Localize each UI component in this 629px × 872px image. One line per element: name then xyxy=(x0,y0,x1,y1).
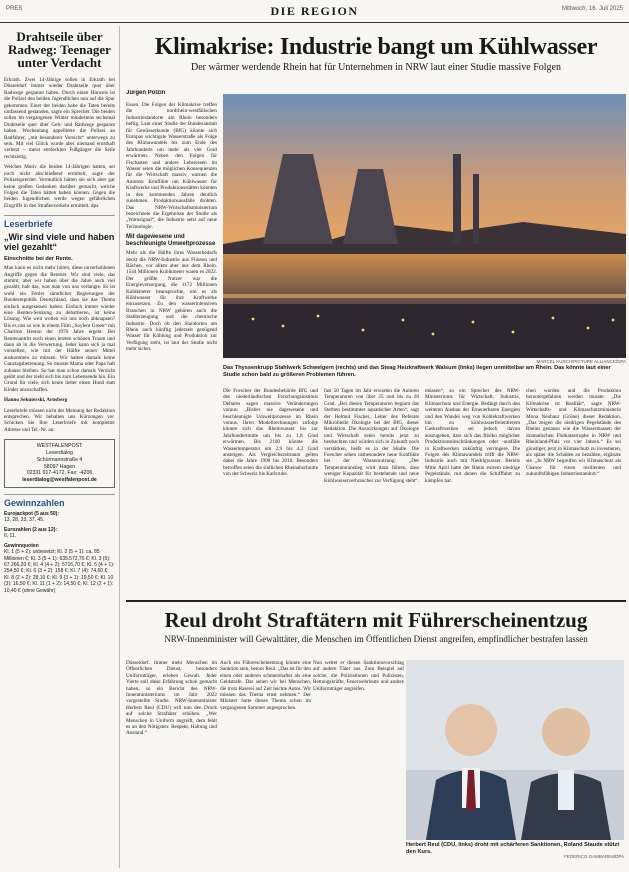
article-text: Mehr als die Hälfte ihres Wasserbedarfs deckt die NRW-Industrie aus Flüssen und Bächen, vor allem aber aus dem Rhein. 1544 Millionen Kubikmeter waren es 2022. Der größte Nutzer war die Energieversorgung, die 1172 Millionen Kubikmeter beanspruchte, um es als Kühlwasser für ihre Kraftwerke einzusetzen. Zu den wasserintensiven Branchen in NRW gehören auch die Stahlerzeugung und die chemische Industrie. Doch ob den Standorten am Rhein auch künftig jederzeit genügend Wasser für Kühlung und Produktion zur Verfügung steht, ist laut der Studie nicht mehr sicher. xyxy=(126,250,217,353)
letter-body: Man kann es nicht mehr hören, diese unverhohlenen Angriffe gegen die Rentner. Wir sind viele, das stimmt, aber wir haben über die Jahre auch viel gezahlt, halt das, was man von uns verlangte. Es ist wohl ein Fehler sämtlicher Regierungen der Bundesrepublik Deutschland, dass sie das Thema einfach ausgesessen haben. Einfach immer wieder eine Renten-Senkung zu debattieren, ist keine Lösung. Wie weit wollen wir uns noch abknapsen? Bis es uns so wie in einem Film „Soylent Green“ mit Charlton Heston der 1970 Jahre ergeht: Bei Rentenantritt noch einen letzten schönen Traum und dann ab in die Verwertung. Jeder kann sich ja mal vorstellen, wie mit der Hälfte seiner Mittel auskommen zu müssen. Wir hatten damals keine Ganztagsbetreuung. So musste Mama oder Papa halt zuhause bleiben. So hat man schon damals Verzicht geübt und der zieht sich bis zum Lebensende hin. Ein Grund für viele, sich heute lieber einen Hund statt Kinder anzuschaffen. xyxy=(4,265,115,393)
sidebar xyxy=(4,26,120,868)
article-column xyxy=(526,388,621,596)
photo2-caption: Herbert Reul (CDU, links) droht mit schärferen Sanktionen, Roland Staude stützt den Kurs. xyxy=(406,842,620,855)
letter-author: Hanno Sekuterski, Arnsberg xyxy=(4,397,68,404)
letters-rubric: Leserbriefe xyxy=(4,215,115,229)
article-text: Die Forscher der Bundesbehörde BfG und des niederländischen Forschungsinstituts Deltares sagen massive Veränderungen voraus: „Bisher nie dagewesene und beschleunigte Umweltprozesse im Rhein voraus. Ihren Modellrechnungen zufolge könnte sich das Rheinwasser bis zur Jahrhundertmitte um bis zu 1,8 Grad erwärmen. Bis 2100 könnte die Wassertemperatur um 2,9 bis 4,2 Grad ansteigen. Als Vergleichszeitraum gelten dabei die Jahre 1990 bis 2010. Besonders betroffen seien die südlichen Rheinabschnitte von der Schweiz bis Karlsruhe. xyxy=(223,388,318,478)
sidebar-headline: Drahtseile über Radweg: Teenager unter Verdacht xyxy=(8,29,111,70)
politicians-photo xyxy=(406,660,624,840)
contact-box xyxy=(4,439,115,488)
article-text: chen wurden und die Produktion heruntergefahren werden musste. „Die Klimakrise ist Realität“, sagte NRW-Wirtschafts- und Klimaschutzministerin Mona Neubaur (Grüne) dieser Redaktion. „Das zeigen die niedrigen Pegelstände des Rheins genauso wie die Wassermassen der dramatischen Flutkatastrophe in NRW und Rheinland-Pfalz vor vier Jahren.“ Es sei günstiger, jetzt in Klimaschutz zu investieren, als später die Schäden zu bezahlen, ergänzte sie. „In NRW begreifen wir Klimaschutz als Chance für einen resilienten und zukunftsfähigen Industriestandort.“ xyxy=(526,388,621,478)
article-column xyxy=(223,388,318,596)
article2-text: Auch ein Führerscheinentzug könnte eine Sanktion sein, betont Reul. „Das ist für den einen oder anderen schmerzhafter als eine Geldstrafe. Das sehen wir bei Menschen, die trotz Raserei auf Zeit leichte Autos. Wir müssen das Thema ernst nehmen.“ Der Minister hatte dieses Thema schon im vergangenen Sommer angesprochen. xyxy=(220,660,311,711)
header-date: Mittwoch, 16. Juli 2025 xyxy=(561,6,623,12)
article-text: fast 50 Tagen im Jahr erwarten die Autoren Temperaturen von über 25 und bis zu 28 Grad. „Bei diesen Temperaturen beginnt das Sterben bestimmter aquatischer Arten“, sagt der Helmut Fischer, Leiter des Referats Mikrobielle Ökologie bei der BfG, dieser Redaktion. Die Auswirkungen auf Ökologie und Wirtschaft seien bereits jetzt zu beobachten und würden sich in Zukunft noch verstärken, heißt es in der Studie. Die Forscher sehen insbesondere neue Konflikte bei der Wassernutzung: „Der Temperaturanstieg wird dazu führen, dass weniger Kapazität für bestehende und neue Kühlwasserverbraucher zur Verfügung steht“. xyxy=(324,388,419,484)
article2-headline: Reul droht Straftätern mit Führerscheinentzug xyxy=(164,608,588,632)
article-text: Essen. Die Folgen der Klimakrise treffen die nordrhein-westfälischen Industriestandorte am Rhein besonders heftig. Laut einer Studie der Bundesanstalt für Gewässerkunde (BfG) könnte sich Europas wichtigste Wasserstraße als Folge des Klimawandels bis zum Ende des Jahrhunderts um mehr als vier Grad erwärmen. Neben den Folgen für Fischarten und andere Lebewesen im Wasser seien die möglichen Konsequenzen für die Wirtschaft massiv, warnen die Autoren: Konflikte um Kühlwasser für Kraftwerke und Produktionsstätten könnten in den kommenden Jahren deutlich zunehmen. Produktionsausfälle drohten. Das NRW-Wirtschaftsministerium bezeichnete die Ergebnisse der Studie als „Warnsignal“, die Industrie setzt auf neue Technologie. xyxy=(126,102,217,230)
article-text: müssen“, so ein Sprecher des NRW-Ministeriums für Wirtschaft, Industrie, Klimaschutz und Energie. Bedingt durch den weiteren Ausbau der Erneuerbaren Energien und den Wandel weg von Kohlekraftwerken hin zu kühlwasserfreientlerem Gaskraftwerken sei jedoch davon auszugehen, dass sich das Risiko möglicher Produktionseinschränkungen oder -ausfälle in Kraftwerken zukünftig verringere. Die Folgen des Klimawandels trifft die NRW-Industrie auch mit Niedrigwasser. Bereits Mitte April hatte der Rhein extrem niedrige Pegelstände, mit denen die Schifffahrt zu kämpfen hat. xyxy=(425,388,520,484)
numbers-title: Eurojackpot (5 aus 50): xyxy=(4,511,60,518)
contact-line: Schürmannstraße 4 xyxy=(36,456,83,463)
article-subhead: Der wärmer werdende Rhein hat für Unternehmen in NRW laut einer Studie massive Folgen xyxy=(191,62,561,73)
article-column xyxy=(126,90,217,590)
letter-quote: „Wir sind viele und haben viel gezahlt“ xyxy=(4,232,115,253)
lottery-numbers xyxy=(4,511,115,594)
main-article xyxy=(126,26,626,598)
article2-column xyxy=(220,660,311,868)
article2-subhead: NRW-Innenminister will Gewalttäter, die Menschen im Öffentlichen Dienst angreifen, empfindlicher bestrafen lassen xyxy=(164,634,588,644)
photo-credit: MARCEL KUSCH/PICTURE ALLIANCE/DPA xyxy=(536,359,626,364)
numbers-value: Kl. 1 (5 + 2): unbesetzt; Kl. 2 (5 + 1): ca. 85 Millionen €; Kl. 3 (5 + 1): 635.572,70 €; Kl. 3 (5): 67.266,20 €; Kl. 4 (4 + 2): 5716,70 €; Kl. 5 (4 + 1): 254,50 €; Kl. 6 (3 + 2): 158 €; Kl. 7 (4): 74,60 €; Kl. 8 (2 + 2): 28,10 €; Kl. 9 (3 + 1): 19,50 €; Kl. 10 (3): 16,50 €; Kl. 11 (1 + 2): 14,50 €; Kl. 12 (2 + 1): 10,40 € (ohne Gewähr) xyxy=(4,549,115,594)
article-subheading: Mit dagewesene und beschleunigte Umweltprozesse xyxy=(126,234,216,248)
industry-photo xyxy=(223,94,626,358)
header-edition: PRES xyxy=(6,6,23,12)
numbers-rubric: Gewinnzahlen xyxy=(4,494,115,508)
letters-disclaimer: Leserbriefe müssen nicht der Meinung der Redaktion entsprechen. Wir behalten uns Kürzungen vor. Schicken Sie Ihre Leserbriefe mit kompletter Adresse und Tel.-Nr. an: xyxy=(4,407,115,433)
page-header xyxy=(0,0,629,23)
contact-line: 58097 Hagen xyxy=(43,463,76,470)
contact-line: WESTFALENPOST xyxy=(36,443,83,450)
article2-column xyxy=(313,660,404,868)
numbers-value: 6, 11. xyxy=(4,533,17,540)
photo-caption: Das Thyssenkrupp Stahlwerk Schwelgern (rechts) und das Steag Heizkraftwerk Walsum (links) liegen unmittelbar am Rhein. Das könnte laut einer Studie schon bald zu größeren Problemen führen. xyxy=(223,365,611,378)
contact-email[interactable]: leserdialog@westfalenpost.de xyxy=(22,477,97,484)
numbers-value: 13, 28, 33, 37, 45. xyxy=(4,517,45,524)
contact-line: Leserdialog xyxy=(46,450,73,457)
letter-title: Einschnitte bei der Rente. xyxy=(4,256,73,263)
article2-text: Düsseldorf. Immer mehr Menschen im Öffentlichen Dienst, besonders Uniformträger, erleben Gewalt. Jeder Vierte soll diese Erfahrung schon gemacht haben, so ein Bericht des NRW-Innenministeriums im Jahr 2022 vorgestellte Studie. NRW-Innenminister Herbert Reul (CDU) will nun den Druck auf solche Straftäter erhöhen. „Wer Menschen in Uniform angreift, dem fehlt es an den Nötigsten: Respekt, Haltung und Anstand.“ xyxy=(126,660,217,737)
numbers-title: Gewinnquoten xyxy=(4,542,39,549)
section-title: DIE REGION xyxy=(270,4,359,18)
article-column xyxy=(425,388,520,596)
article-author: Jürgen Polzin xyxy=(126,90,166,96)
photo2-credit: FEDERICO GAMBARINI/DPA xyxy=(564,854,624,859)
numbers-title: Eurozahlen (2 aus 12): xyxy=(4,526,58,533)
article-column xyxy=(324,388,419,596)
second-article xyxy=(126,600,626,870)
contact-line: 02331 917-4172, Fax: -4206 xyxy=(26,470,93,477)
sidebar-paragraph: Welches Motiv die beiden 14-Jährigen hatten, sei noch nicht abschließend ermittelt, sagte der Polizeisprecher. Vermutlich hätten sie sich aber gar keine großen Gedanken darüber gemacht, welche Folgen die Taten hätten haben können. Gegen die beiden Jugendlichen werde wegen gefährlichen Eingriffs in den Straßenverkehr ermittelt. dpa xyxy=(4,164,115,209)
article2-column xyxy=(126,660,217,868)
sidebar-paragraph: Erkrath. Zwei 14-Jährige sollen in Erkrath bei Düsseldorf immer wieder Drahtseile quer über Radwege gespannt haben. Durch einen Hinweis ist die Polizei den beiden Jugendlichen nun auf die Spur gekommen. Einer der beiden habe die Taten bereits umfassend gestanden, sagte ein Sprecher. Die beiden sollen im vergangenen Winter mindestens sechsmal Drahtseile quer über Geh- und Radwege gespannt haben. Wochenlang appellierte die Polizei an Radfahrer, „mit besonderer Vorsicht“ unterwegs zu sein. Mit viel Glück wurde aber niemand ernsthaft verletzt – meist entdeckten Fußgänger die Seile rechtzeitig. xyxy=(4,77,115,160)
article2-text: Nun weitet er diesen Sanktionsvorschlag auf andere Täter aus. Zum Beispiel auf solche, die Polizistinnen und Polizisten, Rettungskräfte, Feuerwehrleute und andere Uniformträger angreifen. xyxy=(313,660,404,692)
article-headline: Klimakrise: Industrie bangt um Kühlwasser xyxy=(154,34,598,60)
